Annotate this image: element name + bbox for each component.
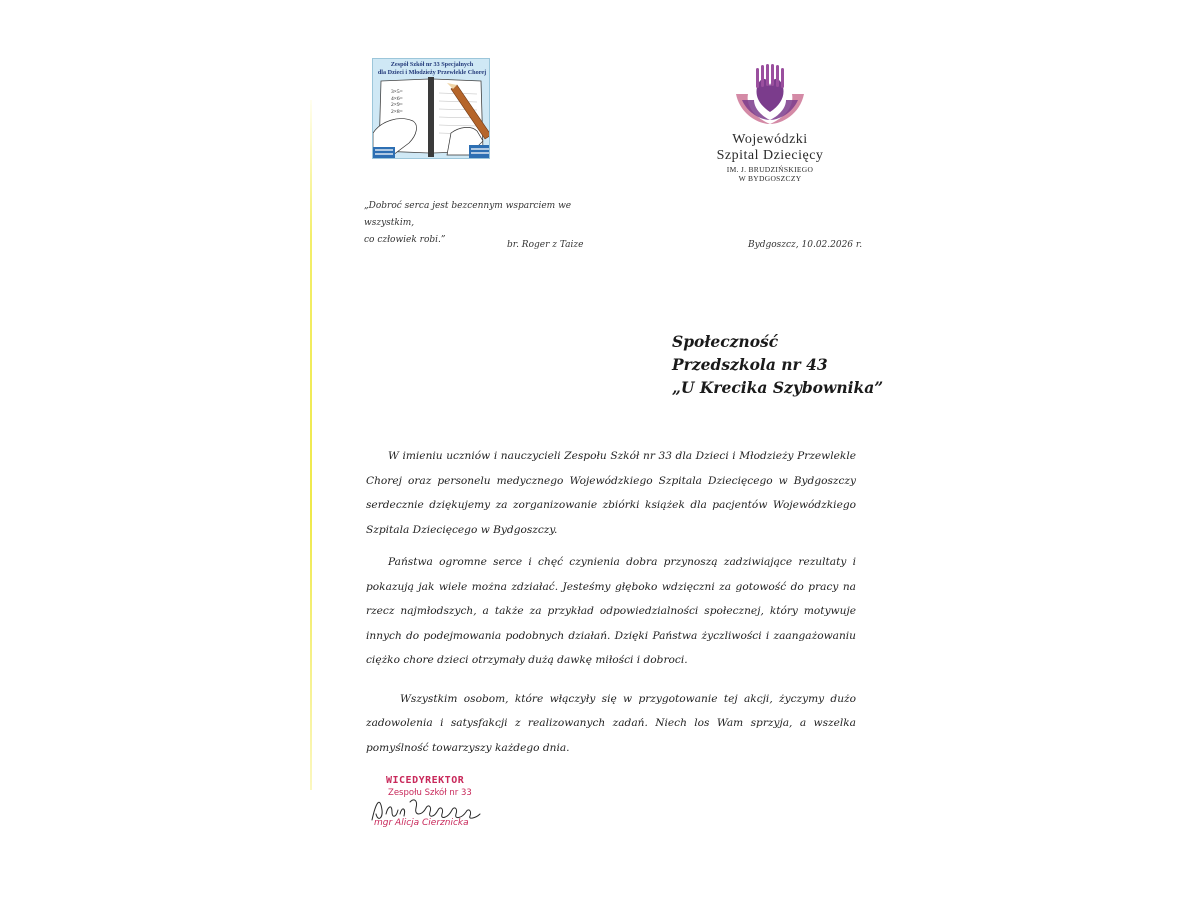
hospital-name-line2: Szpital Dziecięcy [716, 148, 824, 163]
quote-author: br. Roger z Taize [507, 240, 584, 250]
school-logo [372, 58, 490, 159]
stamp-institution: Zespołu Szkół nr 33 [388, 788, 472, 798]
stamp-title: WICEDYREKTOR [386, 775, 465, 786]
school-logo-math: 3×5= 4×6= 2×9= 2×8= [391, 89, 403, 115]
recipient-line1: Społeczność [672, 332, 779, 351]
quote [364, 198, 624, 249]
school-logo-title: Zespół Szkół nr 33 Specjalnych dla Dzieci i Młodzieży Przewlekle Chorej [377, 61, 487, 76]
letter-body [366, 444, 856, 760]
recipient-line3: „U Krecika Szybownika” [672, 378, 884, 397]
hands-heart-icon [728, 64, 812, 128]
handwritten-signature [368, 792, 488, 826]
hospital-logo [690, 64, 850, 184]
highlighter-margin-line [310, 100, 312, 790]
recipient [672, 330, 883, 399]
recipient-line2: Przedszkola nr 43 [672, 355, 828, 374]
body-paragraph-2: Państwa ogromne serce i chęć czynienia dobra przynoszą zadziwiające rezultaty i pokazują jak wiele można zdziałać. Jesteśmy głęboko wdzięczni za gotowość do pracy na rzecz najmłodszych, a także za przykład odpowiedzialności społecznej, który motywuje innych do podejmowania podobnych działań. Dzięki Państwa życzliwości i zaangażowaniu ciężko chore dzieci otrzymały dużą dawkę miłości i dobroci. [366, 556, 856, 666]
hospital-city: W BYDGOSZCZY [738, 174, 802, 183]
body-paragraph-1: W imieniu uczniów i nauczycieli Zespołu Szkół nr 33 dla Dzieci i Młodzieży Przewlekle Chorej oraz personelu medycznego Wojewódzkiego Szpitala Dziecięcego w Bydgoszczy serdecznie dziękujemy za zorganizowanie zbiórki książek dla pacjentów Wojewódzkiego Szpitala Dziecięcego w Bydgoszczy. [366, 450, 856, 536]
hospital-patron: IM. J. BRUDZIŃSKIEGO [726, 165, 814, 174]
place-date: Bydgoszcz, 10.02.2026 r. [748, 240, 863, 250]
hospital-name-line1: Wojewódzki [732, 132, 808, 147]
quote-line1: „Dobroć serca jest bezcennym wsparciem we wszystkim, [364, 201, 572, 228]
stamp-signatory: mgr Alicja Cierznicka [374, 818, 469, 828]
quote-line2: co człowiek robi.” [364, 235, 446, 245]
body-paragraph-3: Wszystkim osobom, które włączyły się w przygotowanie tej akcji, życzymy dużo zadowolenia i satysfakcji z realizowanych zadań. Niech los Wam sprzyja, a wszelka pomyślność towarzyszy każdego dnia. [366, 692, 856, 754]
